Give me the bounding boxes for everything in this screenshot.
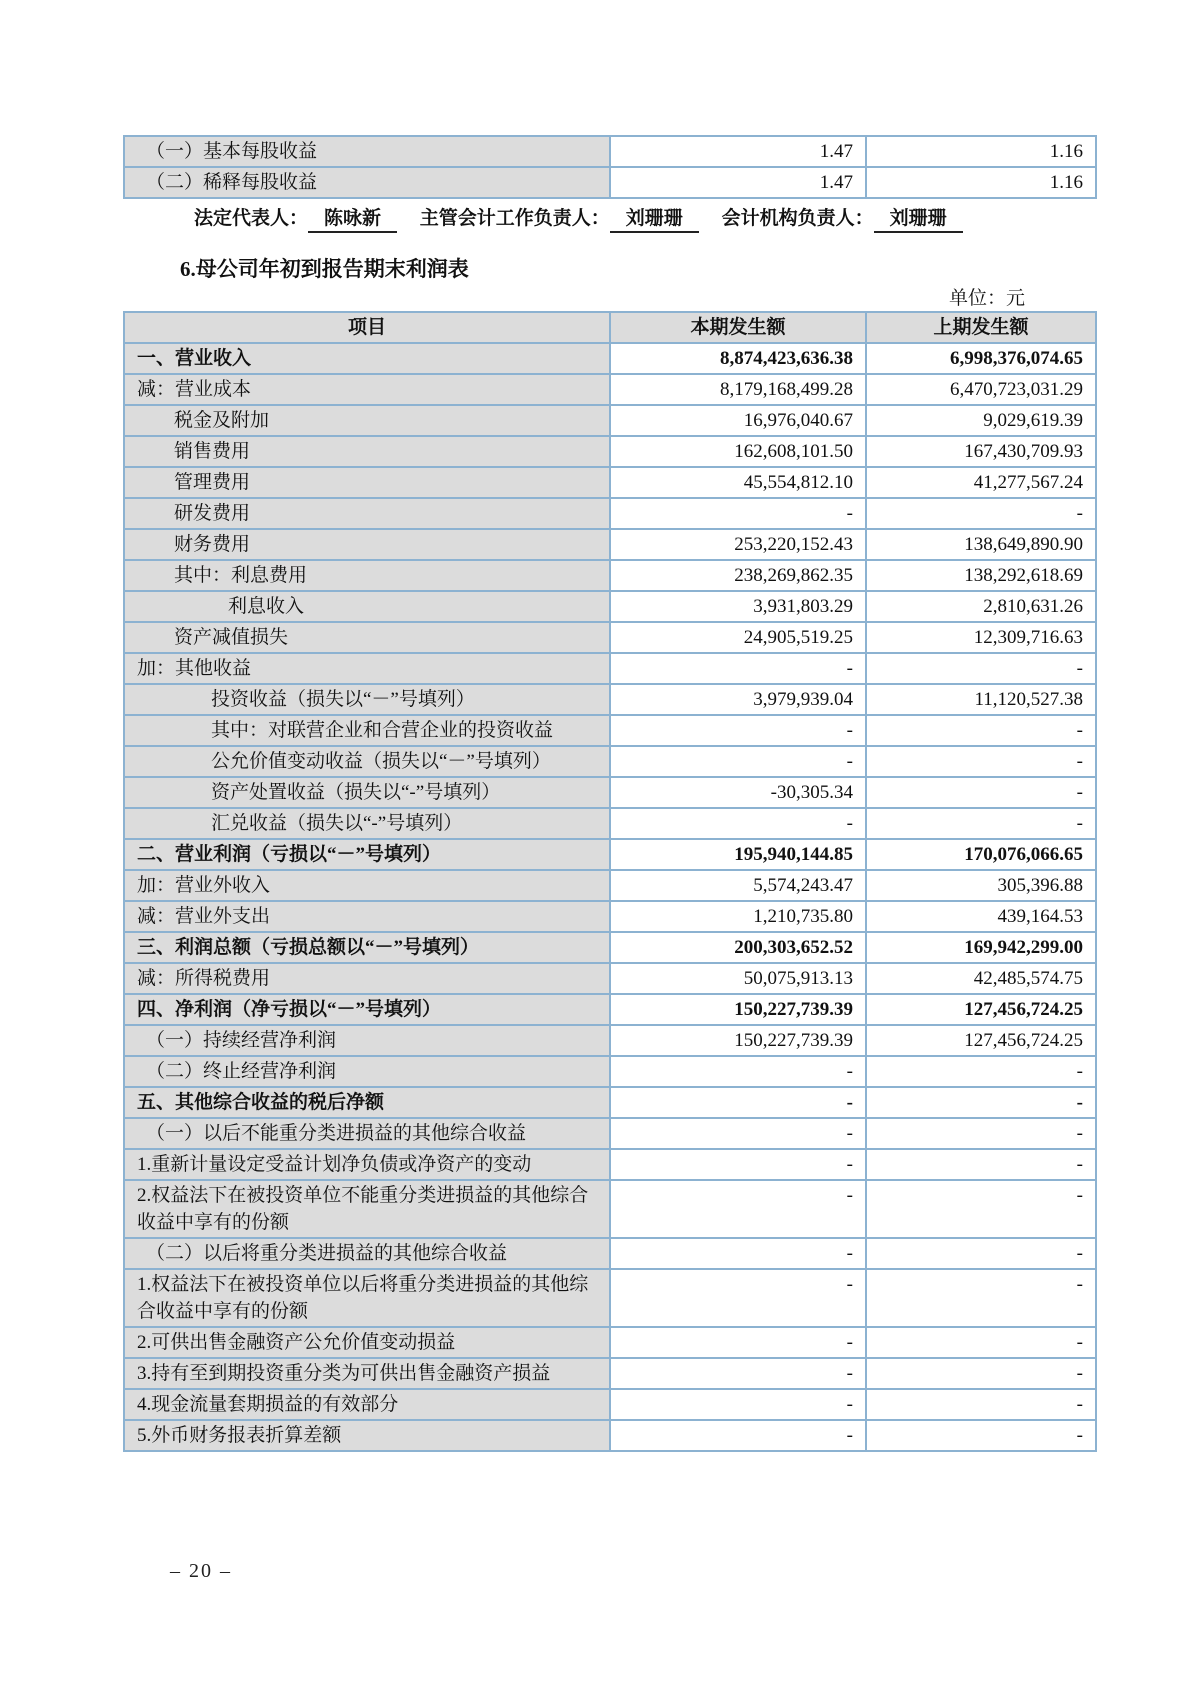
prior-amount-cell: 42,485,574.75 [866,963,1096,994]
current-amount-cell: - [610,1358,866,1389]
prior-amount-cell: - [866,1269,1096,1327]
header-row [124,312,1096,343]
prior-amount-cell: - [866,1087,1096,1118]
current-amount-cell: - [610,1420,866,1451]
column-header-current: 本期发生额 [610,312,866,343]
table-row [124,901,1096,932]
item-label-cell: 汇兑收益（损失以“-”号填列） [124,808,610,839]
item-label-cell: 利息收入 [124,591,610,622]
item-label-cell: 管理费用 [124,467,610,498]
item-label-cell: 5.外币财务报表折算差额 [124,1420,610,1451]
item-label-cell: 销售费用 [124,436,610,467]
item-label-cell: 1.权益法下在被投资单位以后将重分类进损益的其他综合收益中享有的份额 [124,1269,610,1327]
item-label-cell: 财务费用 [124,529,610,560]
eps-table [123,135,1097,199]
prior-amount-cell: 1.16 [866,167,1096,198]
item-label-cell: （二）终止经营净利润 [124,1056,610,1087]
prior-amount-cell: - [866,1118,1096,1149]
item-label-cell: 资产减值损失 [124,622,610,653]
current-amount-cell: - [610,1149,866,1180]
item-label-cell: （二）稀释每股收益 [124,167,610,198]
income-table-header [124,312,1096,343]
prior-amount-cell: - [866,715,1096,746]
current-amount-cell: - [610,1180,866,1238]
table-row [124,1327,1096,1358]
item-label-cell: 四、净利润（净亏损以“－”号填列） [124,994,610,1025]
current-amount-cell: 50,075,913.13 [610,963,866,994]
table-row [124,777,1096,808]
table-row [124,1420,1096,1451]
table-row [124,870,1096,901]
prior-amount-cell: - [866,653,1096,684]
prior-amount-cell: 9,029,619.39 [866,405,1096,436]
item-label-cell: 减：营业成本 [124,374,610,405]
section-title: 6.母公司年初到报告期末利润表 [180,257,469,281]
current-amount-cell: 24,905,519.25 [610,622,866,653]
item-label-cell: 减：营业外支出 [124,901,610,932]
table-row [124,436,1096,467]
prior-amount-cell: 6,470,723,031.29 [866,374,1096,405]
prior-amount-cell: 11,120,527.38 [866,684,1096,715]
eps-table-body [124,136,1096,198]
item-label-cell: 4.现金流量套期损益的有效部分 [124,1389,610,1420]
table-row [124,715,1096,746]
table-row [124,932,1096,963]
prior-amount-cell: 170,076,066.65 [866,839,1096,870]
table-row [124,467,1096,498]
table-row [124,343,1096,374]
prior-amount-cell: - [866,777,1096,808]
item-label-cell: 三、利润总额（亏损总额以“－”号填列） [124,932,610,963]
table-row [124,1087,1096,1118]
table-row [124,405,1096,436]
current-amount-cell: 1.47 [610,136,866,167]
table-row [124,1389,1096,1420]
signature-line [194,203,1114,233]
table-row [124,1269,1096,1327]
item-label-cell: 一、营业收入 [124,343,610,374]
accounting-org-name: 刘珊珊 [874,207,963,233]
item-label-cell: 2.权益法下在被投资单位不能重分类进损益的其他综合收益中享有的份额 [124,1180,610,1238]
table-row [124,653,1096,684]
accounting-org-label: 会计机构负责人： [721,208,874,229]
current-amount-cell: 8,874,423,636.38 [610,343,866,374]
current-amount-cell: 5,574,243.47 [610,870,866,901]
current-amount-cell: 200,303,652.52 [610,932,866,963]
item-label-cell: 2.可供出售金融资产公允价值变动损益 [124,1327,610,1358]
prior-amount-cell: 138,649,890.90 [866,529,1096,560]
item-label-cell: （一）以后不能重分类进损益的其他综合收益 [124,1118,610,1149]
current-amount-cell: - [610,1087,866,1118]
item-label-cell: 加：营业外收入 [124,870,610,901]
table-row [124,374,1096,405]
table-row [124,591,1096,622]
current-amount-cell: - [610,808,866,839]
item-label-cell: 五、其他综合收益的税后净额 [124,1087,610,1118]
prior-amount-cell: 2,810,631.26 [866,591,1096,622]
item-label-cell: 税金及附加 [124,405,610,436]
table-row [124,746,1096,777]
prior-amount-cell: 305,396.88 [866,870,1096,901]
prior-amount-cell: - [866,746,1096,777]
item-label-cell: 减：所得税费用 [124,963,610,994]
item-label-cell: 其中：利息费用 [124,560,610,591]
current-amount-cell: 8,179,168,499.28 [610,374,866,405]
current-amount-cell: 45,554,812.10 [610,467,866,498]
prior-amount-cell: 1.16 [866,136,1096,167]
unit-label: 单位：元 [948,288,1025,309]
current-amount-cell: 162,608,101.50 [610,436,866,467]
current-amount-cell: 1,210,735.80 [610,901,866,932]
table-row [124,1358,1096,1389]
table-row [124,560,1096,591]
item-label-cell: 1.重新计量设定受益计划净负债或净资产的变动 [124,1149,610,1180]
table-row [124,1025,1096,1056]
current-amount-cell: -30,305.34 [610,777,866,808]
item-label-cell: 加：其他收益 [124,653,610,684]
prior-amount-cell: - [866,808,1096,839]
current-amount-cell: 150,227,739.39 [610,1025,866,1056]
item-label-cell: （一）基本每股收益 [124,136,610,167]
prior-amount-cell: - [866,1389,1096,1420]
current-amount-cell: 195,940,144.85 [610,839,866,870]
table-row [124,1149,1096,1180]
prior-amount-cell: 439,164.53 [866,901,1096,932]
table-row [124,839,1096,870]
table-row [124,498,1096,529]
prior-amount-cell: 138,292,618.69 [866,560,1096,591]
current-amount-cell: 238,269,862.35 [610,560,866,591]
page-number: – 20 – [170,1560,232,1582]
item-label-cell: （二）以后将重分类进损益的其他综合收益 [124,1238,610,1269]
prior-amount-cell: - [866,1327,1096,1358]
current-amount-cell: 3,979,939.04 [610,684,866,715]
current-amount-cell: 1.47 [610,167,866,198]
prior-amount-cell: - [866,1180,1096,1238]
current-amount-cell: - [610,1238,866,1269]
item-label-cell: 二、营业利润（亏损以“－”号填列） [124,839,610,870]
prior-amount-cell: - [866,498,1096,529]
current-amount-cell: - [610,498,866,529]
table-row [124,963,1096,994]
table-row [124,167,1096,198]
table-row [124,136,1096,167]
prior-amount-cell: 6,998,376,074.65 [866,343,1096,374]
prior-amount-cell: 167,430,709.93 [866,436,1096,467]
accounting-head-name: 刘珊珊 [610,207,699,233]
current-amount-cell: - [610,746,866,777]
current-amount-cell: 150,227,739.39 [610,994,866,1025]
current-amount-cell: - [610,653,866,684]
table-row [124,684,1096,715]
current-amount-cell: - [610,1056,866,1087]
current-amount-cell: - [610,1389,866,1420]
item-label-cell: 研发费用 [124,498,610,529]
prior-amount-cell: - [866,1358,1096,1389]
legal-rep-name: 陈咏新 [308,207,397,233]
prior-amount-cell: - [866,1056,1096,1087]
item-label-cell: （一）持续经营净利润 [124,1025,610,1056]
current-amount-cell: - [610,1269,866,1327]
table-row [124,1180,1096,1238]
prior-amount-cell: 41,277,567.24 [866,467,1096,498]
current-amount-cell: - [610,715,866,746]
column-header-item: 项目 [124,312,610,343]
prior-amount-cell: - [866,1149,1096,1180]
prior-amount-cell: - [866,1238,1096,1269]
table-row [124,808,1096,839]
legal-rep-label: 法定代表人： [194,208,309,229]
current-amount-cell: 253,220,152.43 [610,529,866,560]
item-label-cell: 3.持有至到期投资重分类为可供出售金融资产损益 [124,1358,610,1389]
table-row [124,1056,1096,1087]
table-row [124,994,1096,1025]
prior-amount-cell: 127,456,724.25 [866,994,1096,1025]
prior-amount-cell: 12,309,716.63 [866,622,1096,653]
current-amount-cell: - [610,1118,866,1149]
table-row [124,1238,1096,1269]
accounting-head-label: 主管会计工作负责人： [419,208,610,229]
current-amount-cell: - [610,1327,866,1358]
prior-amount-cell: 169,942,299.00 [866,932,1096,963]
item-label-cell: 其中：对联营企业和合营企业的投资收益 [124,715,610,746]
column-header-prior: 上期发生额 [866,312,1096,343]
current-amount-cell: 3,931,803.29 [610,591,866,622]
item-label-cell: 资产处置收益（损失以“-”号填列） [124,777,610,808]
item-label-cell: 公允价值变动收益（损失以“－”号填列） [124,746,610,777]
table-row [124,529,1096,560]
prior-amount-cell: 127,456,724.25 [866,1025,1096,1056]
table-row [124,622,1096,653]
prior-amount-cell: - [866,1420,1096,1451]
income-table-body [124,343,1096,1451]
income-statement-table [123,311,1097,1452]
item-label-cell: 投资收益（损失以“－”号填列） [124,684,610,715]
table-row [124,1118,1096,1149]
current-amount-cell: 16,976,040.67 [610,405,866,436]
